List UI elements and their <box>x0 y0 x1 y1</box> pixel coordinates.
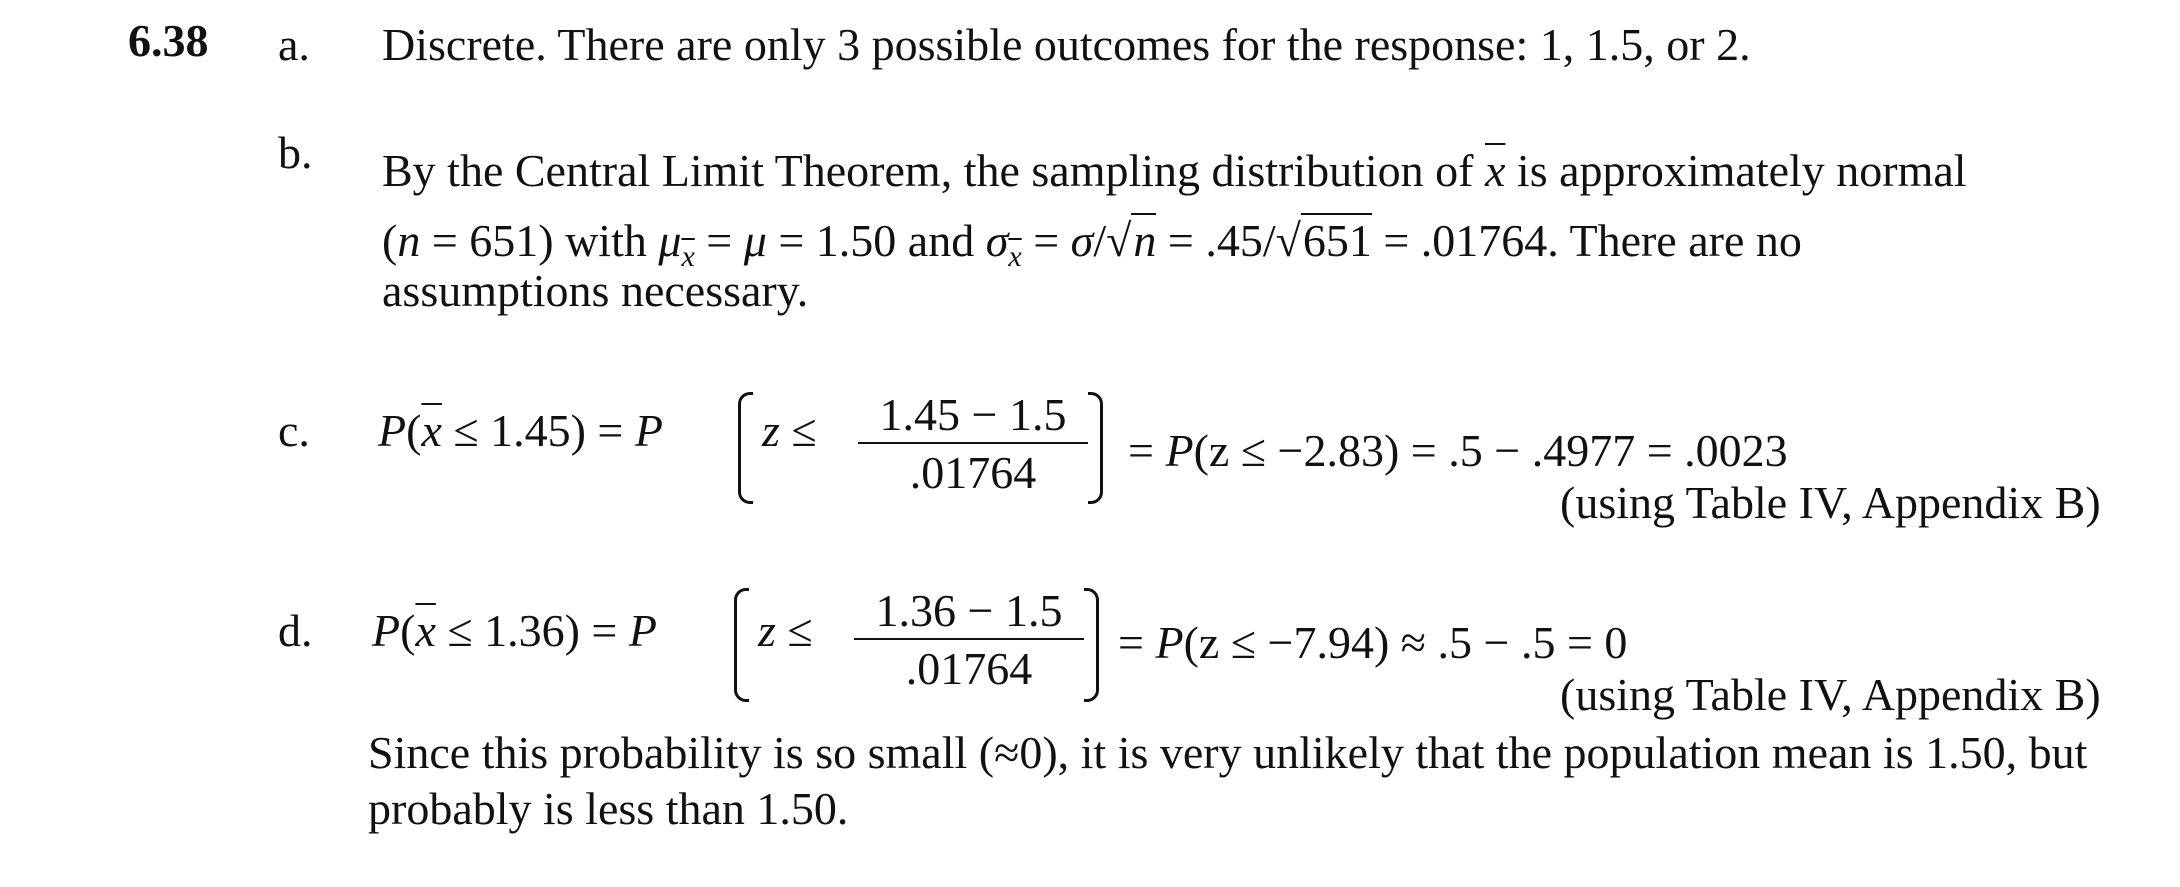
part-c-denominator: .01764 <box>909 447 1037 498</box>
part-c-z: z ≤ <box>762 405 817 456</box>
part-c-fraction <box>858 388 1088 498</box>
part-d-conclusion-line2: probably is less than 1.50. <box>368 783 849 834</box>
part-b-line1: By the Central Limit Theorem, the sampling distribution of $\overline{x}$ is approximately normal <box>382 145 1967 196</box>
part-c-numerator: 1.45 − 1.5 <box>879 389 1067 440</box>
part-d-label: d. <box>278 605 313 656</box>
part-d-z: z ≤ <box>758 605 813 656</box>
part-a-label: a. <box>278 19 310 70</box>
part-a-text: Discrete. There are only 3 possible outcomes for the response: 1, 1.5, or 2. <box>382 19 1751 70</box>
problem-number: 6.38 <box>128 15 209 66</box>
part-c-left-bracket <box>738 392 753 504</box>
part-d-numerator: 1.36 − 1.5 <box>875 585 1063 636</box>
part-c-lhs: $P(\overline{x} \le 1.45) = P$ <box>378 405 663 456</box>
part-d-denominator: .01764 <box>905 643 1033 694</box>
part-d-fraction <box>854 584 1084 694</box>
part-c-fraction-bar <box>858 442 1088 444</box>
part-c-result: = P(z ≤ −2.83) = .5 − .4977 = .0023 <box>1128 425 1788 476</box>
part-d-lhs: $P(\overline{x} \le 1.36) = P$ <box>372 605 657 656</box>
part-d-left-bracket <box>734 588 749 702</box>
part-c-label: c. <box>278 405 310 456</box>
part-c-right-bracket <box>1088 392 1103 504</box>
part-b-line3: assumptions necessary. <box>382 265 809 316</box>
part-d-result: = P(z ≤ −7.94) ≈ .5 − .5 = 0 <box>1118 617 1628 668</box>
part-b-label: b. <box>278 127 313 178</box>
part-c-table-note: (using Table IV, Appendix B) <box>1560 477 2101 528</box>
part-d-table-note: (using Table IV, Appendix B) <box>1560 669 2101 720</box>
part-b-line2: (n = 651) with $\mu_{\overline{x}} = \mu = 1.50$ and $\sigma_{\overline{x}} = \sigma/√n = .45/√651 = .01764$. There are no <box>382 215 1802 273</box>
part-d-right-bracket <box>1084 588 1099 702</box>
part-d-fraction-bar <box>854 638 1084 640</box>
part-d-conclusion-line1: Since this probability is so small (≈0), it is very unlikely that the population mean is 1.50, but <box>368 727 2088 778</box>
